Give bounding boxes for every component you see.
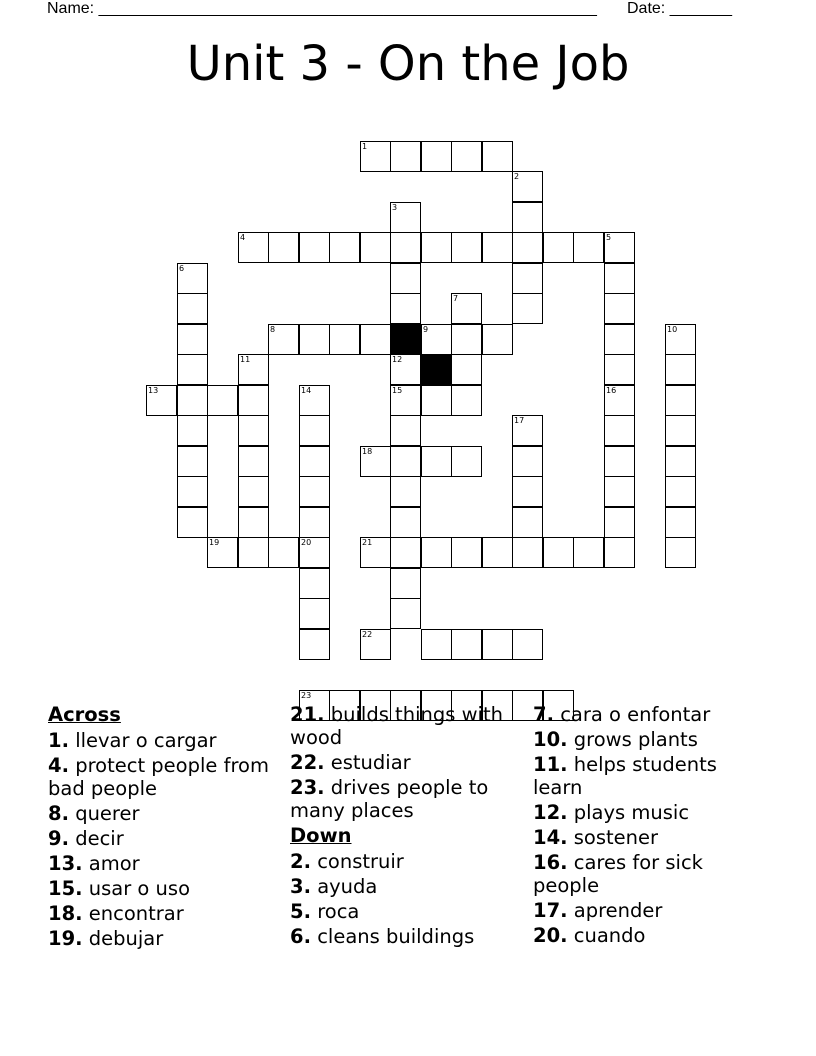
clue-number: 13	[148, 386, 159, 395]
down-clue: 7. cara o enfontar	[533, 703, 711, 726]
down-clue: 17. aprender	[533, 899, 663, 922]
page-title: Unit 3 - On the Job	[186, 36, 630, 92]
across-clue: 13. amor	[48, 852, 140, 875]
down-clue: 6. cleans buildings	[290, 925, 475, 948]
grid-cell[interactable]	[512, 507, 543, 538]
grid-cell[interactable]	[238, 537, 269, 568]
grid-cell[interactable]	[390, 598, 421, 629]
across-clue: 8. querer	[48, 802, 140, 825]
grid-cell[interactable]	[177, 293, 208, 324]
black-square	[390, 324, 421, 355]
grid-cell[interactable]	[512, 446, 543, 477]
clue-number: 20	[301, 538, 312, 547]
clue-number: 8	[270, 325, 276, 334]
grid-cell[interactable]	[360, 446, 391, 477]
grid-cell[interactable]	[451, 324, 482, 355]
grid-cell[interactable]	[390, 476, 421, 507]
grid-cell[interactable]	[299, 232, 330, 263]
clue-number: 1	[362, 142, 368, 151]
clue-number: 17	[514, 416, 525, 425]
down-clue: 20. cuando	[533, 924, 646, 947]
grid-cell[interactable]	[543, 232, 574, 263]
down-clue: 16. cares for sick people	[533, 851, 703, 897]
grid-cell[interactable]	[604, 507, 635, 538]
clue-number: 12	[392, 355, 403, 364]
grid-cell[interactable]	[482, 629, 513, 660]
grid-cell[interactable]	[604, 263, 635, 294]
grid-cell[interactable]	[390, 354, 421, 385]
grid-cell[interactable]	[573, 537, 604, 568]
grid-cell[interactable]	[329, 324, 360, 355]
grid-cell[interactable]	[451, 385, 482, 416]
grid-cell[interactable]	[665, 415, 696, 446]
grid-cell[interactable]	[299, 507, 330, 538]
clue-number: 7	[453, 294, 459, 303]
grid-cell[interactable]	[177, 476, 208, 507]
grid-cell[interactable]	[451, 537, 482, 568]
grid-cell[interactable]	[512, 171, 543, 202]
clue-number: 9	[423, 325, 429, 334]
grid-cell[interactable]	[665, 385, 696, 416]
grid-cell[interactable]	[482, 141, 513, 172]
grid-cell[interactable]	[268, 324, 299, 355]
clue-number: 15	[392, 386, 403, 395]
grid-cell[interactable]	[604, 385, 635, 416]
grid-cell[interactable]	[451, 354, 482, 385]
across-clue: 19. debujar	[48, 927, 164, 950]
down-clue: 11. helps students learn	[533, 753, 717, 799]
grid-cell[interactable]	[451, 629, 482, 660]
grid-cell[interactable]	[207, 385, 238, 416]
grid-cell[interactable]	[512, 232, 543, 263]
grid-cell[interactable]	[360, 232, 391, 263]
grid-cell[interactable]	[421, 324, 452, 355]
grid-cell[interactable]	[421, 446, 452, 477]
clue-number: 3	[392, 203, 398, 212]
clue-number: 2	[514, 172, 520, 181]
grid-cell[interactable]	[177, 263, 208, 294]
clue-column-2	[290, 703, 520, 950]
grid-cell[interactable]	[390, 415, 421, 446]
grid-cell[interactable]	[268, 537, 299, 568]
grid-cell[interactable]	[421, 385, 452, 416]
grid-cell[interactable]	[299, 476, 330, 507]
grid-cell[interactable]	[360, 141, 391, 172]
grid-cell[interactable]	[451, 293, 482, 324]
grid-cell[interactable]	[665, 507, 696, 538]
grid-cell[interactable]	[299, 568, 330, 599]
clue-number: 5	[606, 233, 612, 242]
grid-cell[interactable]	[390, 202, 421, 233]
grid-cell[interactable]	[512, 202, 543, 233]
grid-cell[interactable]	[482, 537, 513, 568]
grid-cell[interactable]	[421, 629, 452, 660]
grid-cell[interactable]	[390, 293, 421, 324]
grid-cell[interactable]	[665, 476, 696, 507]
grid-cell[interactable]	[512, 263, 543, 294]
grid-cell[interactable]	[512, 293, 543, 324]
grid-cell[interactable]	[390, 141, 421, 172]
down-clue: 10. grows plants	[533, 728, 698, 751]
grid-cell[interactable]	[390, 446, 421, 477]
grid-cell[interactable]	[482, 324, 513, 355]
grid-cell[interactable]	[299, 537, 330, 568]
grid-cell[interactable]	[299, 324, 330, 355]
clue-number: 11	[240, 355, 251, 364]
grid-cell[interactable]	[177, 507, 208, 538]
grid-cell[interactable]	[482, 232, 513, 263]
clue-number: 16	[606, 386, 617, 395]
grid-cell[interactable]	[238, 232, 269, 263]
clue-column-1	[48, 703, 273, 952]
across-clue: 22. estudiar	[290, 751, 411, 774]
grid-cell[interactable]	[421, 537, 452, 568]
clue-number: 21	[362, 538, 373, 547]
across-clue: 4. protect people from bad people	[48, 754, 269, 800]
grid-cell[interactable]	[451, 446, 482, 477]
down-heading: Down	[290, 824, 352, 847]
clue-number: 10	[667, 325, 678, 334]
grid-cell[interactable]	[512, 629, 543, 660]
grid-cell[interactable]	[665, 354, 696, 385]
grid-cell[interactable]	[238, 415, 269, 446]
across-clue: 15. usar o uso	[48, 877, 191, 900]
grid-cell[interactable]	[604, 293, 635, 324]
grid-cell[interactable]	[604, 232, 635, 263]
grid-cell[interactable]	[665, 324, 696, 355]
down-clue: 14. sostener	[533, 826, 659, 849]
grid-cell[interactable]	[238, 446, 269, 477]
grid-cell[interactable]	[390, 568, 421, 599]
down-clue: 5. roca	[290, 900, 360, 923]
across-clue: 21. builds things with wood	[290, 703, 503, 749]
grid-cell[interactable]	[177, 324, 208, 355]
grid-cell[interactable]	[299, 415, 330, 446]
grid-cell[interactable]	[207, 537, 238, 568]
grid-cell[interactable]	[360, 629, 391, 660]
grid-cell[interactable]	[238, 354, 269, 385]
name-field[interactable]: Name: ________________________________________________________	[47, 0, 597, 17]
across-clue: 9. decir	[48, 827, 124, 850]
grid-cell[interactable]	[360, 324, 391, 355]
grid-cell[interactable]	[238, 507, 269, 538]
grid-cell[interactable]	[177, 446, 208, 477]
grid-cell[interactable]	[604, 446, 635, 477]
grid-cell[interactable]	[665, 537, 696, 568]
grid-cell[interactable]	[177, 415, 208, 446]
down-clue: 12. plays music	[533, 801, 690, 824]
grid-cell[interactable]	[390, 232, 421, 263]
grid-cell[interactable]	[238, 385, 269, 416]
grid-cell[interactable]	[329, 232, 360, 263]
down-clue: 3. ayuda	[290, 875, 378, 898]
black-square	[421, 354, 452, 385]
grid-cell[interactable]	[604, 476, 635, 507]
grid-cell[interactable]	[177, 385, 208, 416]
clue-number: 23	[301, 691, 312, 700]
grid-cell[interactable]	[451, 232, 482, 263]
date-field[interactable]: Date: _______	[627, 0, 732, 17]
grid-cell[interactable]	[238, 476, 269, 507]
grid-cell[interactable]	[543, 537, 574, 568]
grid-cell[interactable]	[421, 232, 452, 263]
clue-number: 22	[362, 630, 373, 639]
grid-cell[interactable]	[268, 232, 299, 263]
clue-column-3	[533, 703, 768, 949]
grid-cell[interactable]	[390, 263, 421, 294]
clue-number: 19	[209, 538, 220, 547]
grid-cell[interactable]	[604, 415, 635, 446]
grid-cell[interactable]	[604, 354, 635, 385]
grid-cell[interactable]	[512, 415, 543, 446]
clue-number: 18	[362, 447, 373, 456]
grid-cell[interactable]	[360, 537, 391, 568]
grid-cell[interactable]	[573, 232, 604, 263]
grid-cell[interactable]	[604, 324, 635, 355]
clue-number: 6	[179, 264, 185, 273]
grid-cell[interactable]	[390, 537, 421, 568]
grid-cell[interactable]	[146, 385, 177, 416]
down-clue: 2. construir	[290, 850, 404, 873]
grid-cell[interactable]	[177, 354, 208, 385]
grid-cell[interactable]	[390, 507, 421, 538]
grid-cell[interactable]	[512, 537, 543, 568]
grid-cell[interactable]	[299, 385, 330, 416]
grid-cell[interactable]	[299, 629, 330, 660]
grid-cell[interactable]	[421, 141, 452, 172]
grid-cell[interactable]	[390, 385, 421, 416]
grid-cell[interactable]	[299, 598, 330, 629]
grid-cell[interactable]	[604, 537, 635, 568]
grid-cell[interactable]	[299, 446, 330, 477]
clue-number: 14	[301, 386, 312, 395]
grid-cell[interactable]	[512, 476, 543, 507]
across-clue: 1. llevar o cargar	[48, 729, 217, 752]
across-heading: Across	[48, 703, 121, 726]
clue-number: 4	[240, 233, 246, 242]
grid-cell[interactable]	[665, 446, 696, 477]
grid-cell[interactable]	[451, 141, 482, 172]
across-clue: 23. drives people to many places	[290, 776, 489, 822]
across-clue: 18. encontrar	[48, 902, 184, 925]
